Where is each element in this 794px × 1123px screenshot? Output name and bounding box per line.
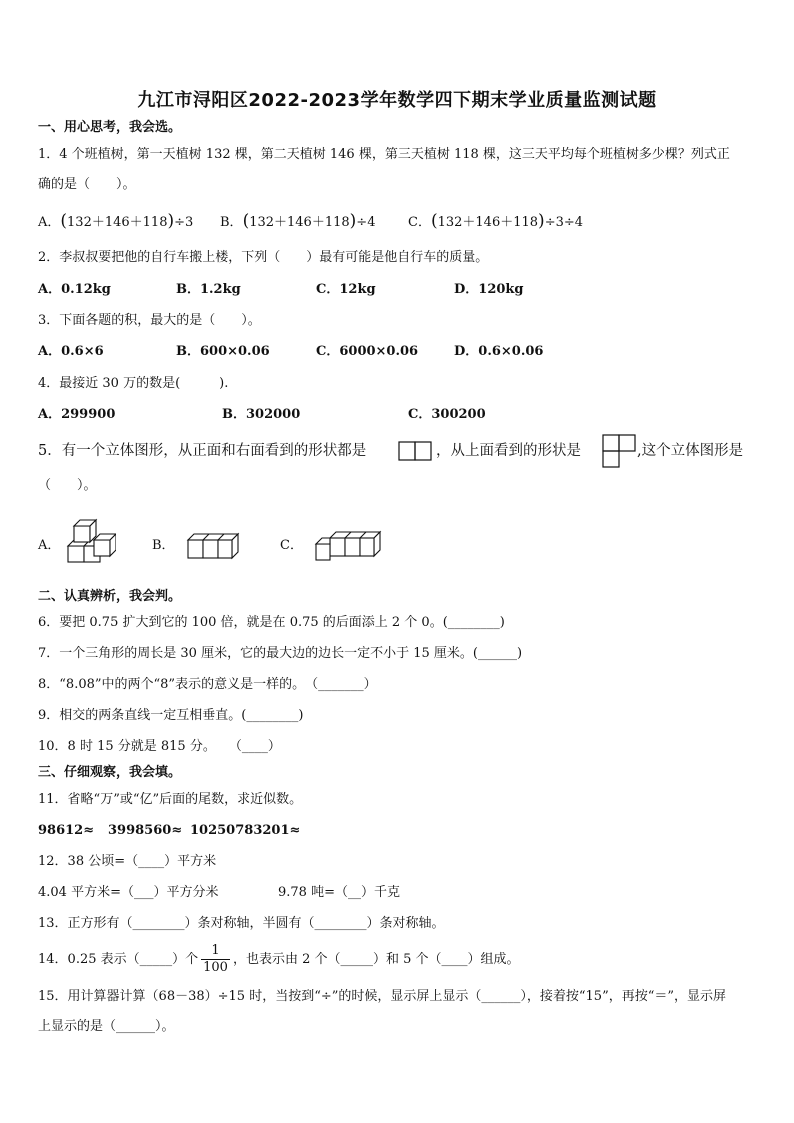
q15-text-line2: 上显示的是（______）。 [38, 1019, 175, 1034]
q5-text-part1: 5．有一个立体图形，从正面和右面看到的形状都是 [38, 443, 367, 459]
q3-option-b[interactable]: B．600×0.06 [176, 344, 270, 359]
q14-text [38, 942, 520, 978]
q5-text-part2: ，从上面看到的形状是 [436, 443, 581, 459]
q1-option-c-expr: 132＋146＋118 [437, 215, 539, 230]
front-view-two-squares-icon [398, 441, 434, 461]
q5-option-b-label[interactable]: B． [152, 538, 175, 553]
q14-fraction-numerator: 1 [211, 943, 220, 958]
q1-option-b-expr: 132＋146＋118 [249, 215, 350, 230]
q8-text: 8．“8.08”中的两个“8”表示的意义是一样的。 （_______） [38, 677, 377, 692]
q5-option-a-label[interactable]: A． [38, 538, 61, 553]
q15-text-line1: 15．用计算器计算（68－38）÷15 时，当按到“÷”的时候，显示屏上显示（______），接着按“15”，再按“＝”，显示屏 [38, 989, 727, 1004]
left-paren: ( [242, 211, 250, 231]
q1-option-a-expr: 132＋146＋118 [67, 215, 168, 230]
q11-item-b: 3998560≈ [108, 823, 183, 838]
q4-option-a[interactable]: A．299900 [38, 407, 116, 422]
q2-option-c[interactable]: C．12kg [316, 282, 376, 297]
right-paren: ) [538, 211, 545, 231]
q3-option-a[interactable]: A．0.6×6 [38, 344, 104, 359]
q4-option-b[interactable]: B．302000 [222, 407, 301, 422]
q5-text-part3: ,这个立体图形是 [637, 443, 744, 459]
q1-option-b-tail: ÷4 [356, 215, 376, 230]
q2-option-b[interactable]: B．1.2kg [176, 282, 241, 297]
q1-option-b-label: B． [220, 215, 243, 230]
section-3-heading: 三、仔细观察，我会填。 [38, 765, 182, 780]
q5-option-c-cubes-icon[interactable] [314, 530, 384, 562]
q5-option-b-cubes-icon[interactable] [186, 530, 242, 560]
q1-option-a-label: A． [38, 215, 61, 230]
q1-option-a-tail: ÷3 [174, 215, 194, 230]
q3-text: 3．下面各题的积，最大的是（ ）。 [38, 313, 261, 328]
q3-option-c[interactable]: C．6000×0.06 [316, 344, 419, 359]
q1-option-c[interactable] [408, 212, 583, 232]
q9-text: 9．相交的两条直线一定互相垂直。(________) [38, 708, 304, 723]
q1-text-line1: 1．4 个班植树，第一天植树 132 棵，第二天植树 146 棵，第三天植树 118 棵，这三天平均每个班植树多少棵？列式正 [38, 147, 730, 162]
left-paren: ( [430, 211, 438, 231]
q5-option-a-cubes-icon[interactable] [66, 518, 116, 568]
q11-item-c: 10250783201≈ [190, 823, 301, 838]
q13-text: 13．正方形有（________）条对称轴，半圆有（________）条对称轴。 [38, 916, 445, 931]
page-title: 九江市浔阳区2022-2023学年数学四下期末学业质量监测试题 [137, 90, 657, 111]
q3-option-d[interactable]: D．0.6×0.06 [454, 344, 544, 359]
q10-text: 10．8 时 15 分就是 815 分。 （____） [38, 739, 281, 754]
q2-text: 2．李叔叔要把他的自行车搬上楼，下列（ ）最有可能是他自行车的质量。 [38, 250, 489, 265]
q6-text: 6．要把 0.75 扩大到它的 100 倍，就是在 0.75 的后面添上 2 个 0。(________) [38, 615, 505, 630]
q1-text-line2: 确的是（ ）。 [38, 177, 136, 192]
q1-option-c-label: C． [408, 215, 431, 230]
left-paren: ( [60, 211, 68, 231]
q14-part1: 14．0.25 表示（_____）个 [38, 952, 199, 967]
q12-item-a: 4.04 平方米=（___）平方分米 [38, 885, 219, 900]
q12-item-b: 9.78 吨=（__）千克 [278, 885, 400, 900]
q14-fraction [201, 943, 230, 976]
q11-item-a: 98612≈ [38, 823, 95, 838]
q7-text: 7．一个三角形的周长是 30 厘米，它的最大边的边长一定不小于 15 厘米。(______) [38, 646, 523, 661]
q2-option-d[interactable]: D．120kg [454, 282, 524, 297]
right-paren: ) [349, 211, 357, 231]
top-view-l-shape-icon [602, 434, 638, 468]
q4-text: 4．最接近 30 万的数是( ). [38, 376, 229, 391]
q14-fraction-denominator: 100 [203, 960, 228, 975]
q1-option-c-tail: ÷3÷4 [544, 215, 584, 230]
q2-option-a[interactable]: A．0.12kg [38, 282, 111, 297]
section-2-heading: 二、认真辨析，我会判。 [38, 589, 182, 604]
q4-option-c[interactable]: C．300200 [408, 407, 486, 422]
section-1-heading: 一、用心思考，我会选。 [38, 120, 182, 135]
q1-option-b[interactable] [220, 212, 375, 232]
q5-text-line2: （ ）。 [38, 478, 97, 493]
q14-part2: ，也表示由 2 个（_____）和 5 个（____）组成。 [232, 952, 520, 967]
right-paren: ) [167, 211, 175, 231]
q5-option-c-label[interactable]: C． [280, 538, 303, 553]
q12-text: 12．38 公顷=（____）平方米 [38, 854, 217, 869]
q1-option-a[interactable] [38, 212, 193, 232]
q11-text: 11．省略“万”或“亿”后面的尾数，求近似数。 [38, 792, 303, 807]
